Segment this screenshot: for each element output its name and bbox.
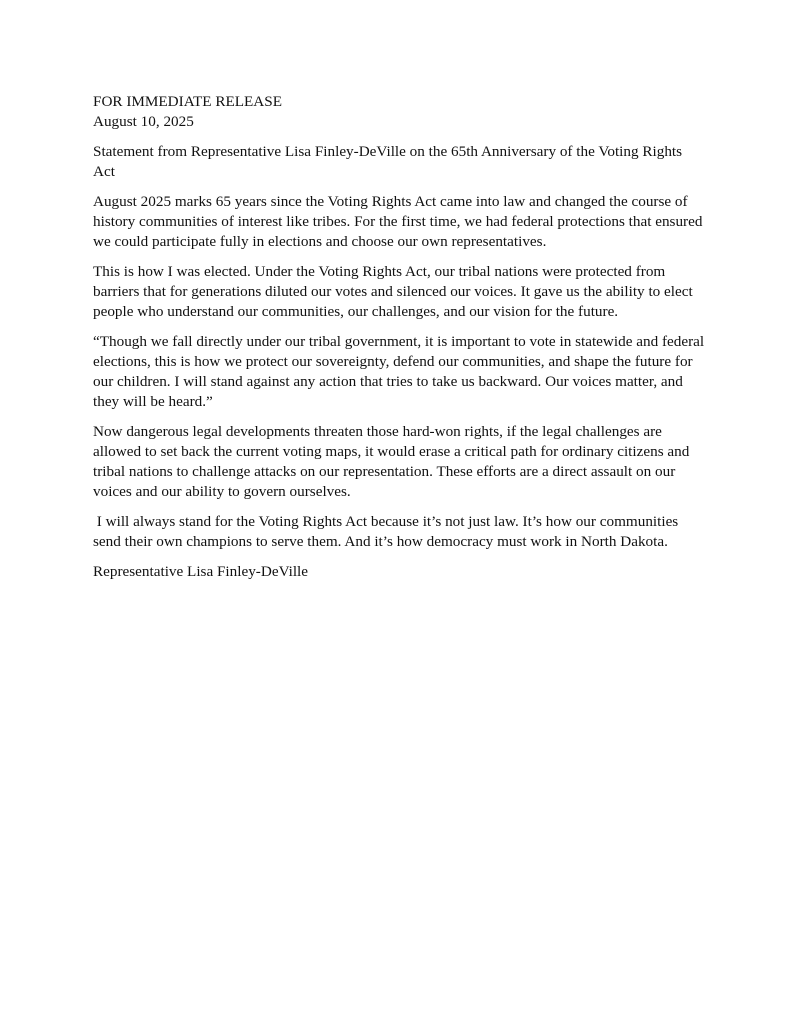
paragraph-election: This is how I was elected. Under the Voting Rights Act, our tribal nations were protected from barriers that for generations diluted our votes and silenced our voices. It gave us the ability to elect people who understand our communities, our challenges, and our vision for the future. — [93, 263, 693, 320]
release-label: FOR IMMEDIATE RELEASE — [93, 93, 282, 110]
press-release-document — [93, 92, 705, 592]
release-header — [93, 92, 705, 132]
signature: Representative Lisa Finley-DeVille — [93, 563, 309, 580]
paragraph-legal-threats: Now dangerous legal developments threaten those hard-won rights, if the legal challenges are allowed to set back the current voting maps, it would erase a critical path for ordinary citizens and tribal nations to challenge attacks on our representation. These efforts are a direct assault on our voices and our ability to govern ourselves. — [93, 423, 690, 500]
statement-title: Statement from Representative Lisa Finley-DeVille on the 65th Anniversary of the Voting Rights Act — [93, 143, 683, 180]
paragraph-anniversary: August 2025 marks 65 years since the Voting Rights Act came into law and changed the course of history communities of interest like tribes. For the first time, we had federal protections that ensured we could participate fully in elections and choose our own representatives. — [93, 193, 703, 250]
paragraph-quote: “Though we fall directly under our tribal government, it is important to vote in statewide and federal elections, this is how we protect our sovereignty, defend our communities, and shape the future for our children. I will stand against any action that tries to take us backward. Our voices matter, and they will be heard.” — [93, 333, 705, 410]
paragraph-commitment: I will always stand for the Voting Rights Act because it’s not just law. It’s how our communities send their own champions to serve them. And it’s how democracy must work in North Dakota. — [93, 513, 683, 550]
release-date: August 10, 2025 — [93, 113, 194, 130]
